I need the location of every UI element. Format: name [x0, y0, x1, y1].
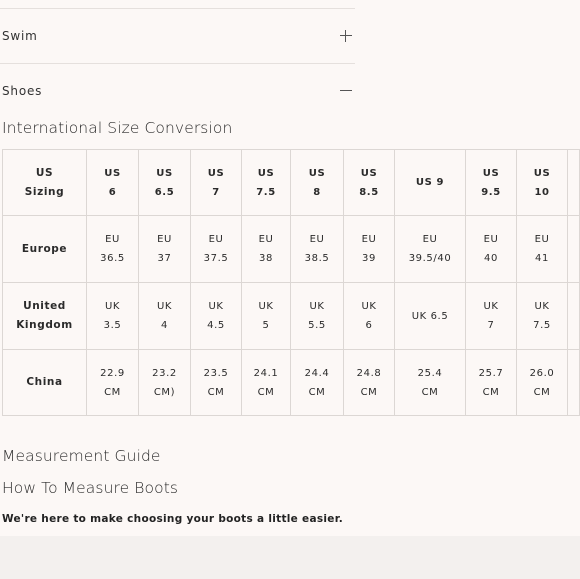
plus-icon[interactable]	[339, 29, 353, 43]
size-cell	[191, 216, 242, 283]
size-cell-text: UK	[258, 301, 274, 312]
size-cell-text: CM	[308, 386, 326, 398]
size-cell	[291, 216, 344, 283]
size-cell-text: EU	[258, 234, 274, 245]
size-cell	[517, 216, 568, 283]
size-cell-text: US	[257, 167, 275, 179]
size-cell-text: 8.5	[359, 186, 379, 198]
size-cell	[291, 150, 344, 216]
size-cell-text: EU	[483, 234, 499, 245]
size-cell-text: 9.5	[481, 186, 501, 198]
size-cell	[395, 150, 466, 216]
size-cell-text: US 9	[415, 177, 445, 188]
size-cell-text: US	[104, 167, 121, 179]
size-cell-text: UK	[104, 301, 121, 312]
size-conversion-table	[2, 149, 580, 416]
size-cell	[466, 216, 517, 283]
size-cell	[87, 350, 139, 416]
size-cell	[395, 216, 466, 283]
size-cell-text: 6.5	[154, 186, 175, 198]
accordion-item-shoes[interactable]	[0, 63, 355, 118]
size-cell-text: 39	[362, 253, 376, 264]
size-row-us	[3, 150, 580, 216]
size-cell	[242, 216, 291, 283]
size-cell-text: 7.5	[256, 186, 276, 198]
size-cell-text: 24.4	[304, 367, 330, 379]
size-cell-text: UK	[361, 301, 377, 312]
size-cell-text: 22.9	[100, 367, 125, 379]
size-cell-text: US	[207, 167, 225, 179]
size-cell	[291, 283, 344, 350]
table-overflow-cell	[568, 350, 580, 416]
size-cell	[517, 283, 568, 350]
row-label-text: US	[35, 166, 54, 179]
size-cell	[139, 283, 191, 350]
size-cell	[344, 216, 395, 283]
size-cell	[466, 283, 517, 350]
size-cell-text: EU	[208, 234, 224, 245]
size-cell-text: EU	[534, 234, 550, 245]
size-cell	[191, 350, 242, 416]
accordion-item-swim[interactable]	[0, 8, 355, 63]
row-label-text: Europe	[21, 242, 68, 255]
size-cell-text: 26.0	[529, 367, 555, 379]
size-cell-text: CM	[360, 386, 378, 398]
size-cell-text: 4	[161, 320, 168, 331]
size-cell-text: 39.5/40	[408, 253, 452, 264]
size-cell	[87, 150, 139, 216]
size-cell	[191, 150, 242, 216]
size-cell	[395, 283, 466, 350]
size-cell-text: 24.8	[356, 367, 382, 379]
size-cell-text: US	[156, 167, 173, 179]
row-label-text: United	[23, 300, 66, 312]
size-cell-text: EU	[157, 234, 172, 245]
size-row-china	[3, 350, 580, 416]
size-cell-text: 23.2	[152, 367, 177, 379]
size-cell-text: 3.5	[103, 320, 122, 331]
size-cell-text: US	[360, 167, 378, 179]
size-cell-text: EU	[361, 234, 377, 245]
size-cell	[291, 350, 344, 416]
row-label-text: Sizing	[24, 185, 65, 198]
size-cell-text: 7	[487, 320, 495, 331]
size-cell-text: 6	[108, 186, 117, 198]
size-cell-text: 25.7	[478, 367, 504, 379]
size-cell-text: 38	[259, 253, 273, 264]
size-cell-text: 7.5	[533, 320, 551, 331]
size-cell-text: CM	[207, 386, 225, 398]
size-cell-text: 24.1	[253, 367, 279, 379]
size-cell-text: 37	[157, 253, 172, 264]
size-cell-text: EU	[105, 234, 120, 245]
size-cell-text: 23.5	[203, 367, 229, 379]
size-cell	[139, 216, 191, 283]
table-overflow-cell	[568, 150, 580, 216]
size-cell	[242, 150, 291, 216]
size-cell-text: UK	[534, 301, 550, 312]
size-cell-text: UK 6.5	[411, 310, 449, 322]
size-cell-text: CM	[533, 386, 551, 398]
size-cell-text: 6	[365, 320, 373, 331]
size-cell-text: CM	[104, 386, 121, 398]
table-overflow-cell	[568, 216, 580, 283]
accordion-label-swim: Swim	[2, 29, 38, 43]
size-cell-text: 5	[262, 320, 270, 331]
size-cell-text: 37.5	[203, 253, 229, 264]
row-label-cell	[3, 283, 87, 350]
size-cell-text: UK	[309, 301, 325, 312]
size-cell	[466, 150, 517, 216]
bottom-band	[0, 536, 580, 579]
size-cell-text: 5.5	[308, 320, 326, 331]
size-cell-text: 41	[535, 253, 549, 264]
size-cell-text: 38.5	[304, 253, 330, 264]
size-cell-text: EU	[422, 234, 438, 245]
size-cell	[139, 150, 191, 216]
size-cell	[139, 350, 191, 416]
accordion-label-shoes: Shoes	[2, 84, 43, 98]
size-cell-text: EU	[309, 234, 325, 245]
table-overflow-cell	[568, 283, 580, 350]
size-cell	[344, 350, 395, 416]
size-cell-text: 8	[313, 186, 321, 198]
size-cell	[87, 283, 139, 350]
size-cell-text: UK	[483, 301, 499, 312]
size-cell	[242, 283, 291, 350]
size-cell	[395, 350, 466, 416]
size-cell-text: 25.4	[417, 367, 443, 379]
size-cell-text: CM	[257, 386, 275, 398]
size-cell	[517, 350, 568, 416]
size-cell-text: CM	[421, 386, 439, 398]
row-label-text: Kingdom	[16, 319, 73, 331]
measurement-guide-title: Measurement Guide	[2, 447, 161, 465]
size-cell-text: US	[533, 167, 551, 179]
size-cell-text: US	[308, 167, 326, 179]
row-label-cell	[3, 150, 87, 216]
size-cell	[242, 350, 291, 416]
size-cell-text: 4.5	[207, 320, 225, 331]
row-label-cell	[3, 350, 87, 416]
size-cell-text: 40	[484, 253, 498, 264]
size-row-uk	[3, 283, 580, 350]
size-cell-text: UK	[208, 301, 224, 312]
size-cell-text: US	[482, 167, 500, 179]
size-cell-text: 10	[534, 186, 550, 198]
size-row-europe	[3, 216, 580, 283]
size-cell	[466, 350, 517, 416]
row-label-text: China	[26, 376, 63, 388]
size-conversion-title: International Size Conversion	[2, 119, 233, 137]
measurement-intro: We're here to make choosing your boots a little easier.	[2, 513, 343, 525]
size-cell	[344, 283, 395, 350]
size-cell	[517, 150, 568, 216]
size-cell-text: CM)	[153, 386, 176, 398]
how-to-measure-title: How To Measure Boots	[2, 479, 179, 497]
accordion	[0, 8, 355, 118]
size-cell	[344, 150, 395, 216]
size-cell-text: 7	[212, 186, 220, 198]
row-label-cell	[3, 216, 87, 283]
minus-icon[interactable]	[339, 84, 353, 98]
size-cell	[191, 283, 242, 350]
size-cell	[87, 216, 139, 283]
size-cell-text: CM	[482, 386, 500, 398]
size-cell-text: UK	[156, 301, 173, 312]
size-cell-text: 36.5	[100, 253, 125, 264]
